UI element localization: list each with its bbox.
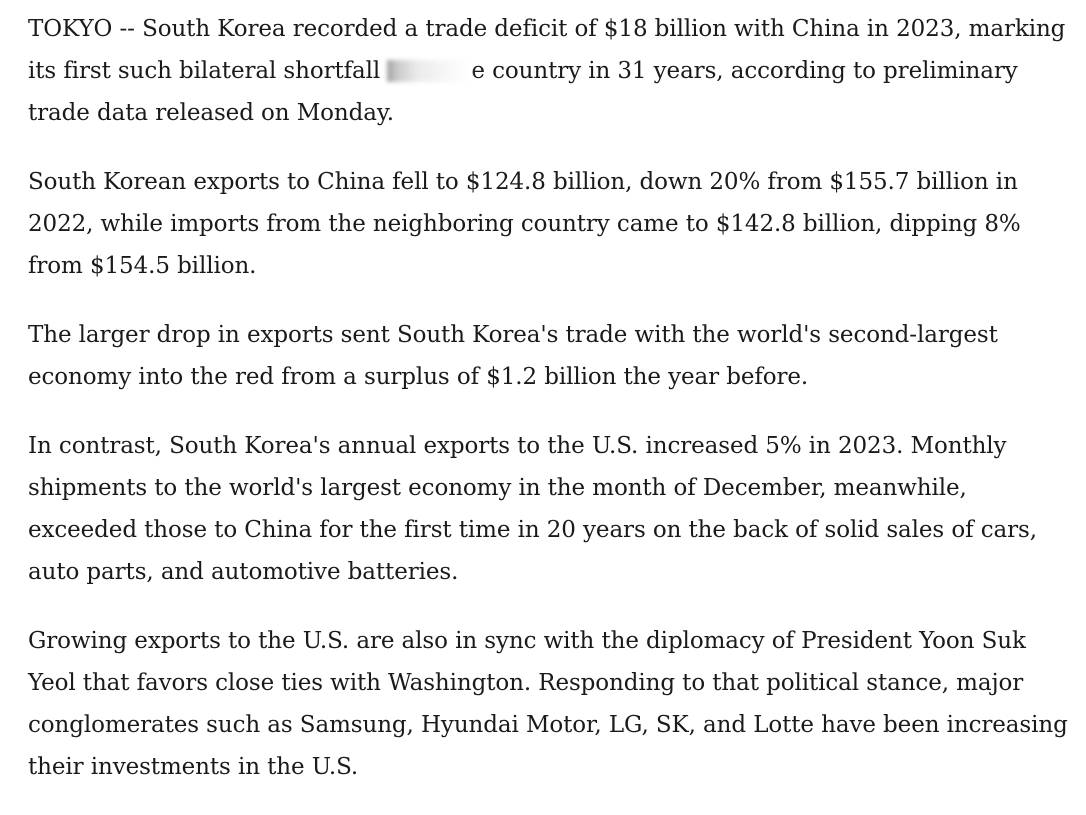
paragraph-3: The larger drop in exports sent South Korea's trade with the world's second-largest economy into the red from a surplus of $1.2 billion the year before. [28,322,998,390]
paragraph-1 [28,8,1068,134]
paragraph-1-text-start: TOKYO -- South Korea recorded a trade deficit of $18 billion with China in 2023, marking its first such bilateral shortfall [28,16,1066,84]
paragraph-4: In contrast, South Korea's annual exports to the U.S. increased 5% in 2023. Monthly shipments to the world's largest economy in the month of December, meanwhile, exceeded those to China for the first time in 20 years on the back of solid sales of cars, auto parts, and automotive batteries. [28,433,1037,585]
paragraph-1-text-end: e country in 31 years, according to preliminary trade data released on Monday. [28,58,1018,126]
smudge-overlay [387,60,471,82]
article-body [28,8,1068,815]
paragraph-2: South Korean exports to China fell to $124.8 billion, down 20% from $155.7 billion in 2022, while imports from the neighboring country came to $142.8 billion, dipping 8% from $154.5 billion. [28,169,1021,279]
paragraph-5: Growing exports to the U.S. are also in sync with the diplomacy of President Yoon Suk Yeol that favors close ties with Washington. Responding to that political stance, major conglomerates such as Samsung, Hyundai Motor, LG, SK, and Lotte have been increasing their investments in the U.S. [28,628,1068,780]
